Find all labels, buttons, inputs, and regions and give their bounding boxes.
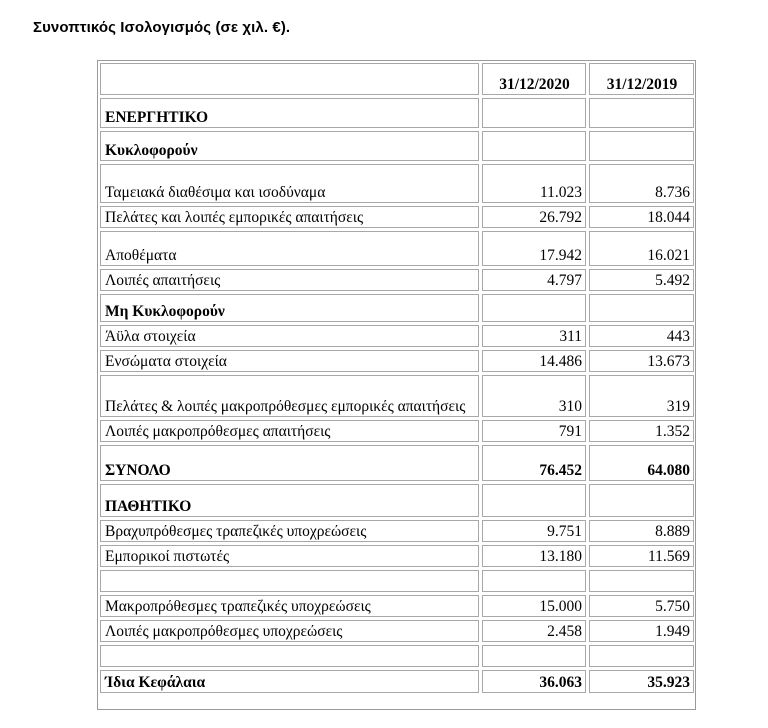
row-value-2020	[482, 484, 586, 517]
table-row	[100, 375, 694, 417]
row-value-2020: 9.751	[482, 520, 586, 542]
table-row	[100, 206, 694, 228]
table-row	[100, 445, 694, 481]
table-row	[100, 520, 694, 542]
row-value-2019: 5.750	[589, 595, 694, 617]
row-value-2019: 5.492	[589, 269, 694, 291]
row-value-2019: 1.352	[589, 420, 694, 442]
row-label: ΕΝΕΡΓΗΤΙΚΟ	[100, 98, 479, 128]
row-value-2020: 14.486	[482, 350, 586, 372]
row-label: Αποθέματα	[100, 231, 479, 266]
table-row	[100, 98, 694, 128]
row-label: Ίδια Κεφάλαια	[100, 670, 479, 693]
row-value-2020: 17.942	[482, 231, 586, 266]
row-label: Μακροπρόθεσμες τραπεζικές υποχρεώσεις	[100, 595, 479, 617]
row-label	[100, 645, 479, 667]
row-label: ΣΥΝΟΛΟ	[100, 445, 479, 481]
row-label: Ταμειακά διαθέσιμα και ισοδύναμα	[100, 164, 479, 203]
header-blank-cell	[100, 63, 479, 95]
row-value-2019: 1.949	[589, 620, 694, 642]
table-row	[100, 570, 694, 592]
row-value-2020: 36.063	[482, 670, 586, 693]
balance-sheet-table	[97, 60, 697, 696]
table-row	[100, 294, 694, 322]
table-row	[100, 670, 694, 693]
row-label: Ενσώματα στοιχεία	[100, 350, 479, 372]
header-row	[100, 63, 694, 95]
header-2019: 31/12/2019	[589, 63, 694, 95]
row-value-2019	[589, 131, 694, 161]
row-value-2020: 13.180	[482, 545, 586, 567]
row-value-2019: 18.044	[589, 206, 694, 228]
row-value-2019: 35.923	[589, 670, 694, 693]
table-row	[100, 231, 694, 266]
row-value-2019: 443	[589, 325, 694, 347]
table-row	[100, 131, 694, 161]
row-value-2020	[482, 570, 586, 592]
row-value-2020: 311	[482, 325, 586, 347]
row-value-2020: 4.797	[482, 269, 586, 291]
table-row	[100, 325, 694, 347]
table-row	[100, 595, 694, 617]
table-row	[100, 420, 694, 442]
page-title: Συνοπτικός Ισολογισμός (σε χιλ. €).	[33, 19, 291, 36]
row-value-2020	[482, 645, 586, 667]
row-label: Βραχυπρόθεσμες τραπεζικές υποχρεώσεις	[100, 520, 479, 542]
header-2020: 31/12/2020	[482, 63, 586, 95]
table-row	[100, 164, 694, 203]
row-value-2019: 8.889	[589, 520, 694, 542]
row-label	[100, 570, 479, 592]
row-value-2019	[589, 484, 694, 517]
row-value-2019	[589, 645, 694, 667]
row-label: Πελάτες και λοιπές εμπορικές απαιτήσεις	[100, 206, 479, 228]
table-row	[100, 350, 694, 372]
row-value-2020	[482, 98, 586, 128]
table-row	[100, 269, 694, 291]
table-row	[100, 545, 694, 567]
row-label: Κυκλοφορούν	[100, 131, 479, 161]
row-value-2019: 13.673	[589, 350, 694, 372]
row-value-2019: 8.736	[589, 164, 694, 203]
row-label: Εμπορικοί πιστωτές	[100, 545, 479, 567]
row-label: Πελάτες & λοιπές μακροπρόθεσμες εμπορικές απαιτήσεις	[100, 375, 479, 417]
row-value-2019: 319	[589, 375, 694, 417]
row-value-2019	[589, 98, 694, 128]
row-label: Λοιπές μακροπρόθεσμες υποχρεώσεις	[100, 620, 479, 642]
row-value-2020: 310	[482, 375, 586, 417]
row-value-2020: 2.458	[482, 620, 586, 642]
row-value-2020: 15.000	[482, 595, 586, 617]
row-value-2019: 11.569	[589, 545, 694, 567]
row-label: Μη Κυκλοφορούν	[100, 294, 479, 322]
row-label: Λοιπές μακροπρόθεσμες απαιτήσεις	[100, 420, 479, 442]
row-value-2020: 11.023	[482, 164, 586, 203]
row-value-2020: 791	[482, 420, 586, 442]
row-value-2019	[589, 294, 694, 322]
row-value-2020: 76.452	[482, 445, 586, 481]
row-label: Άϋλα στοιχεία	[100, 325, 479, 347]
row-value-2019: 64.080	[589, 445, 694, 481]
row-value-2020	[482, 294, 586, 322]
row-value-2019: 16.021	[589, 231, 694, 266]
table-row	[100, 645, 694, 667]
table-row	[100, 620, 694, 642]
row-value-2020: 26.792	[482, 206, 586, 228]
table-row	[100, 484, 694, 517]
row-label: Λοιπές απαιτήσεις	[100, 269, 479, 291]
row-value-2020	[482, 131, 586, 161]
row-label: ΠΑΘΗΤΙΚΟ	[100, 484, 479, 517]
row-value-2019	[589, 570, 694, 592]
